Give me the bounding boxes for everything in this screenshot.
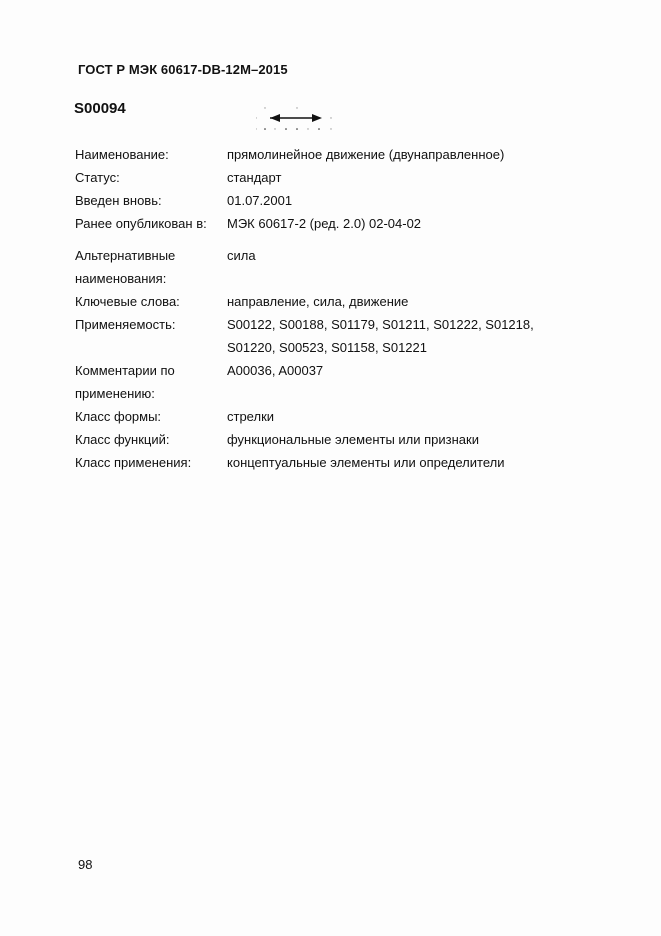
field-shape-class: Класс формы: стрелки [75,409,275,424]
symbol-code: S00094 [74,100,126,117]
document-header: ГОСТ Р МЭК 60617-DB-12M–2015 [78,62,288,77]
page-number: 98 [78,857,93,872]
symbol-properties [75,143,595,474]
field-application-class: Класс применения: концептуальные элементы или определители [75,455,505,470]
double-headed-arrow-icon [256,104,336,134]
field-status: Статус: стандарт [75,170,282,185]
field-function-class: Класс функций: функциональные элементы или признаки [75,432,479,447]
field-introduced: Введен вновь: 01.07.2001 [75,193,293,208]
field-keywords: Ключевые слова: направление, сила, движение [75,294,409,309]
field-applicability: Применяемость: S00122, S00188, S01179, S01211, S01222, S01218, [75,317,534,332]
field-previously-published: Ранее опубликован в: МЭК 60617-2 (ред. 2.0) 02-04-02 [75,216,422,231]
field-name: Наименование: прямолинейное движение (двунаправленное) [75,147,505,162]
field-alternative-names-cont: наименования: [75,271,167,286]
field-application-notes: Комментарии по A00036, A00037 [75,363,324,378]
field-applicability-cont: S01220, S00523, S01158, S01221 [227,340,427,355]
field-application-notes-cont: применению: [75,386,155,401]
field-alternative-names: Альтернативные сила [75,248,256,263]
